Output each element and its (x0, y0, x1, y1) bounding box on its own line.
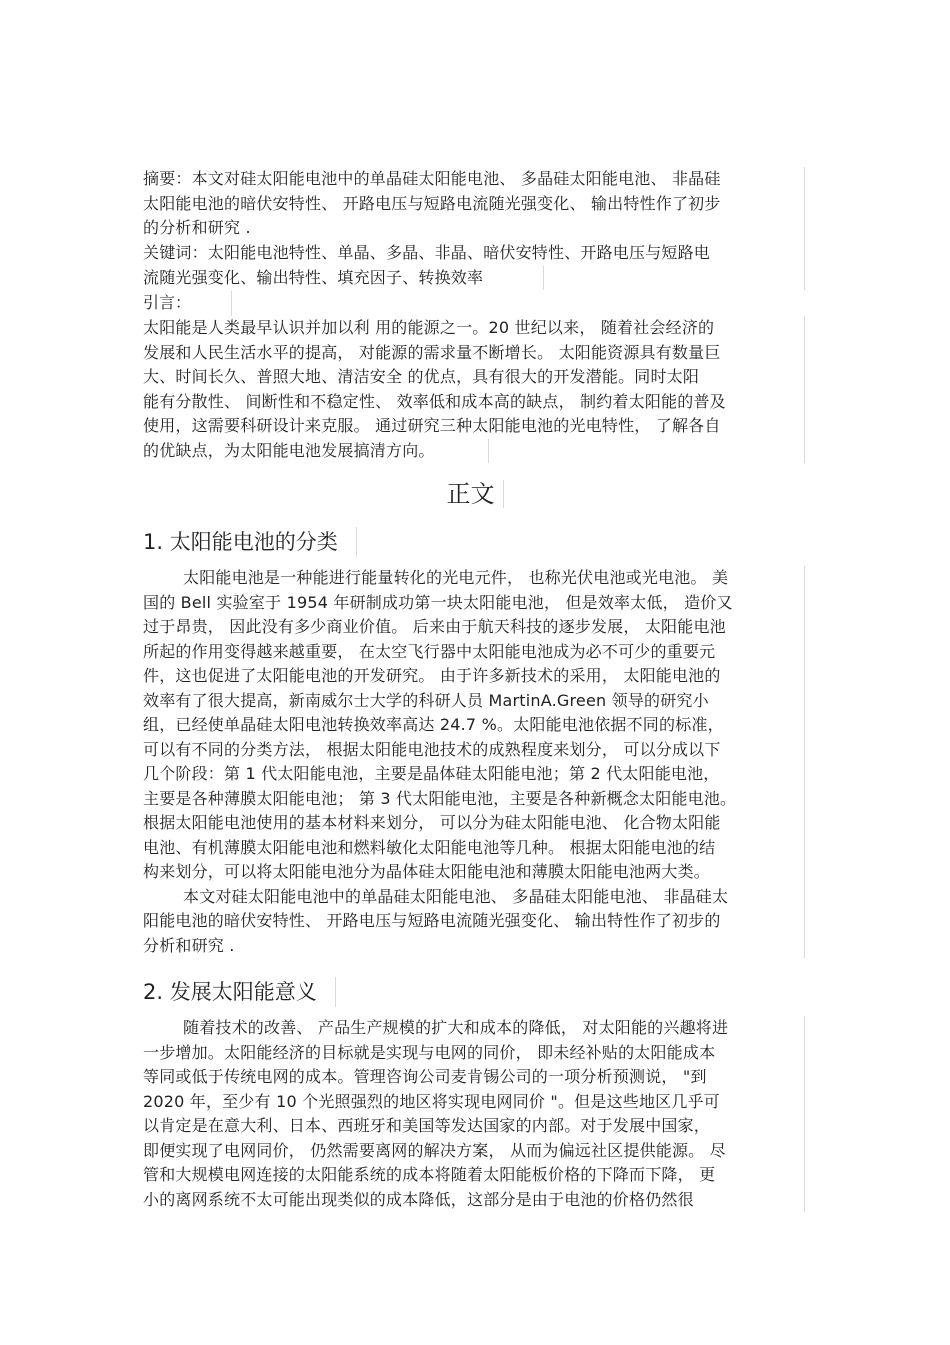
section-1-line: 电池、有机薄膜太阳能电池和燃料敏化太阳能电池等几种。 根据太阳能电池的结 (143, 837, 716, 857)
intro-paragraph (143, 316, 805, 463)
intro-line: 太阳能是人类最早认识并加以利 用的能源之一。20 世纪以来， 随着社会经济的 (143, 318, 715, 337)
section-1-heading: 1. 太阳能电池的分类 (143, 527, 357, 557)
section-2-line: 以肯定是在意大利、日本、西班牙和美国等发达国家的内部。对于发展中国家， (143, 1116, 711, 1135)
section-1-line: 件，这也促进了太阳能电池的开发研究。 由于许多新技术的采用， 太阳能电池的 (143, 666, 721, 685)
intro-label: 引言： (143, 291, 232, 316)
section-1-line: 所起的作用变得越来越重要， 在太空飞行器中太阳能电池成为必不可少的重要元 (143, 641, 716, 661)
intro-line: 能有分散性、 间断性和不稳定性、 效率低和成本高的缺点， 制约着太阳能的普及 (143, 391, 726, 411)
section-1-line: 太阳能电池是一种能进行能量转化的光电元件， 也称光伏电池或光电池。 美 (183, 568, 729, 587)
intro-line: 发展和人民生活水平的提高， 对能源的需求量不断增长。 太阳能资源具有数量巨 (143, 342, 721, 362)
intro-line: 的优缺点，为太阳能电池发展搞清方向。 (143, 439, 489, 464)
abstract-line: 太阳能电池的暗伏安特性、 开路电压与短路电流随光强变化、 输出特性作了初步 (143, 193, 721, 213)
abstract-line: 的分析和研究 . (143, 218, 251, 237)
keywords-line: 流随光强变化、输出特性、填充因子、转换效率 (143, 266, 544, 291)
section-1-body (143, 566, 805, 958)
section-2-body (143, 1016, 805, 1212)
abstract-line: 摘要：本文对硅太阳能电池中的单晶硅太阳能电池、 多晶硅太阳能电池、 非晶硅 (143, 169, 721, 188)
section-1-line: 几个阶段：第 1 代太阳能电池，主要是晶体硅太阳能电池；第 2 代太阳能电池， (143, 764, 720, 783)
section-1-line: 效率有了很大提高，新南威尔士大学的科研人员 MartinA.Green 领导的研究小 (143, 690, 709, 710)
section-2-line: 即便实现了电网同价， 仍然需要离网的解决方案， 从而为偏远社区提供能源。 尽 (143, 1140, 726, 1160)
section-2-line: 管和大规模电网连接的太阳能系统的成本将随着太阳能板价格的下降而下降， 更 (143, 1165, 716, 1184)
section-2-line: 2020 年，至少有 10 个光照强烈的地区将实现电网同价 "。但是这些地区几乎可 (143, 1091, 720, 1111)
main-title: 正文 (0, 479, 950, 509)
section-2-heading: 2. 发展太阳能意义 (143, 977, 336, 1007)
intro-line: 大、时间长久、普照大地、清洁安全 的优点，具有很大的开发潜能。同时太阳 (143, 367, 700, 386)
abstract-block (143, 167, 805, 241)
section-1-line: 构来划分，可以将太阳能电池分为晶体硅太阳能电池和薄膜太阳能电池两大类。 (143, 862, 711, 881)
section-1-line: 主要是各种薄膜太阳能电池； 第 3 代太阳能电池，主要是各种新概念太阳能电池。 (143, 788, 737, 808)
section-1-line: 组，已经使单晶硅太阳电池转换效率高达 24.7 %。太阳能电池依据不同的标准， (143, 715, 724, 734)
section-1-line: 过于昂贵， 因此没有多少商业价值。 后来由于航天科技的逐步发展， 太阳能电池 (143, 617, 726, 636)
section-1-line: 本文对硅太阳能电池中的单晶硅太阳能电池、 多晶硅太阳能电池、 非晶硅太 (183, 886, 729, 906)
section-2-line: 随着技术的改善、 产品生产规模的扩大和成本的降低， 对太阳能的兴趣将进 (183, 1018, 729, 1037)
section-1-line: 可以有不同的分类方法， 根据太阳能电池技术的成熟程度来划分， 可以分成以下 (143, 739, 721, 759)
section-1-line: 阳能电池的暗伏安特性、 开路电压与短路电流随光强变化、 输出特性作了初步的 (143, 911, 721, 930)
keywords-line: 关键词：太阳能电池特性、单晶、多晶、非晶、暗伏安特性、开路电压与短路电 (143, 243, 711, 262)
section-1-line: 国的 Bell 实验室于 1954 年研制成功第一块太阳能电池， 但是效率太低， 造价又 (143, 592, 733, 612)
section-2-line: 一步增加。太阳能经济的目标就是实现与电网的同价， 即未经补贴的太阳能成本 (143, 1042, 716, 1062)
section-1-line: 分析和研究 . (143, 935, 235, 955)
section-2-line: 等同或低于传统电网的成本。管理咨询公司麦肯锡公司的一项分析预测说， "到 (143, 1067, 707, 1086)
section-2-line: 小的离网系统不太可能出现类似的成本降低，这部分是由于电池的价格仍然很 (143, 1189, 694, 1209)
section-1-line: 根据太阳能电池使用的基本材料来划分， 可以分为硅太阳能电池、 化合物太阳能 (143, 813, 721, 832)
keywords-block (143, 241, 805, 290)
intro-line: 使用，这需要科研设计来克服。 通过研究三种太阳能电池的光电特性， 了解各自 (143, 416, 721, 435)
